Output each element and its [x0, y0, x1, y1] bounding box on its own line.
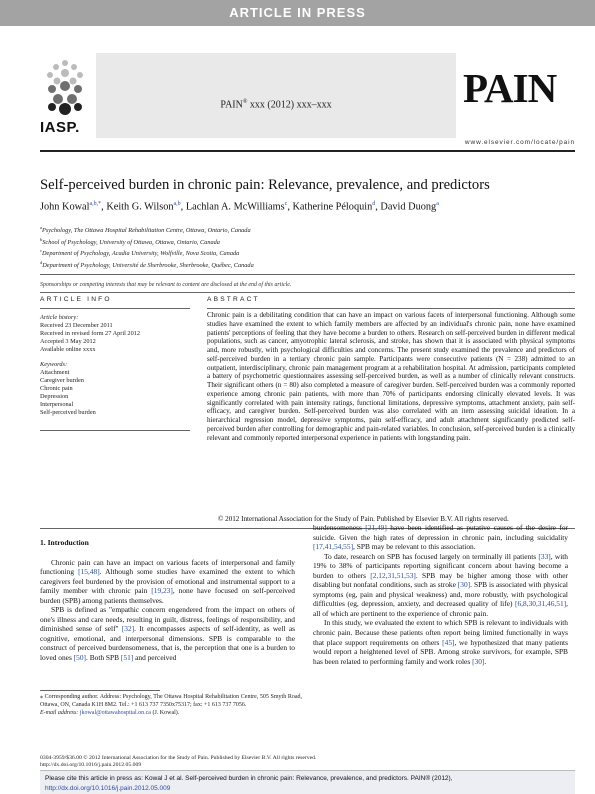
- citation-link[interactable]: [17,41,54,55]: [313, 542, 354, 552]
- abstract-text: Chronic pain is a debilitating condition that can have an impact on various facets of interpersonal functioning. Although some studies have examined the extent to which family members are affected by an individual's chronic pain, none have examined patients' perceptions of feeling that they have become a burden to others. Research on self-perceived burden in different medical populations, such as cancer, amyotrophic lateral sclerosis, and stroke, has shown that it is associated with physical symptoms and, more robustly, with psychological difficulties and concerns. The present study examined the prevalence and predictors of self-perceived burden in a tertiary chronic pain sample. Participants were consecutive patients (N = 238) admitted to an outpatient, interdisciplinary, chronic pain management program at a rehabilitation hospital. At admission, participants completed a battery of psychometric questionnaires assessing self-perceived burden, as well as a number of clinically relevant constructs. Their significant others (n = 80) also completed a measure of caregiver burden. Self-perceived burden was a commonly reported experience among chronic pain patients, with more than 70% of participants endorsing clinically elevated levels. It was significantly correlated with pain intensity ratings, functional limitations, depressive symptoms, attachment anxiety, pain self-efficacy, and caregiver burden. Self-perceived burden was also correlated with an item assessing suicidal ideation. In a hierarchical regression model, depressive symptoms, pain self-efficacy, and adult attachment significantly predicted self-perceived burden after controlling for demographic and pain-related variables. In conclusion, self-perceived burden is a clinically relevant and commonly reported interpersonal experience in patients with longstanding pain.: [207, 311, 575, 442]
- author-name: John Kowal: [40, 201, 90, 213]
- registered-mark: ®: [242, 99, 248, 105]
- citation-link[interactable]: [45]: [442, 637, 455, 647]
- affiliation-key: b: [40, 236, 43, 242]
- sponsor-divider: [40, 292, 575, 293]
- section-heading-introduction: 1. Introduction: [40, 538, 89, 547]
- journal-issue: xxx (2012) xxx–xxx: [249, 99, 332, 111]
- history-item: Accepted 3 May 2012: [40, 338, 96, 345]
- affiliations: [40, 224, 560, 271]
- author-affil-sup[interactable]: a: [436, 201, 439, 207]
- affiliation-text: School of Psychology, University of Ottawa, Ottawa, Ontario, Canada: [42, 238, 220, 246]
- iasp-logo: [40, 55, 90, 139]
- body-paragraph: SPB is defined as "empathic concern engendered from the impact on others of one's illness and care needs, resulting in guilt, distress, feelings of responsibility, and diminished sense of self" [32]. It encompasses aspects of self-identity, as well as cognitive, emotional, and interpersonal dimensions. SPB is comparable to the construct of perceived burdensomeness, that is, the perception that one is a burden to loved ones [50]. Both SPB [51] and perceived: [40, 605, 296, 663]
- author-list: John Kowal$^{a,b,*}$, Keith G. Wilson$^{a,b}$, Lachlan A. McWilliams$^c$, Katherine Péloquin$^d$, David Duong$^a$: [40, 201, 439, 213]
- author-name: David Duong: [380, 201, 437, 213]
- citation-link[interactable]: [30]: [457, 580, 471, 590]
- affiliation-key: c: [40, 248, 42, 254]
- keywords-label: Keywords:: [40, 361, 68, 368]
- author-affil-sup[interactable]: a,b,*: [89, 201, 102, 207]
- article-info-rule: [40, 308, 190, 309]
- keyword: Self-perceived burden: [40, 409, 96, 416]
- corresponding-author-footnote: [40, 694, 302, 717]
- author-name: Keith G. Wilson: [106, 201, 174, 213]
- corresponding-author-text: ⁎ Corresponding author. Address: Psychology, The Ottawa Hospital Rehabilitation Centre, 505 Smyth Road, Ottawa, ON, Canada K1H 8M2. Tel.: +1 613 737 7350x75317; fax: +1 613 737 7056.: [40, 694, 302, 708]
- citation-link[interactable]: [50]: [73, 653, 86, 663]
- pain-journal-logo: PAIN: [463, 65, 557, 111]
- citation-link[interactable]: [21,49]: [365, 523, 387, 532]
- email-line: [40, 710, 302, 718]
- author-name: Katherine Péloquin: [292, 201, 373, 213]
- history-label: Article history:: [40, 314, 79, 321]
- affiliation-item: [40, 259, 560, 271]
- footnote-rule: [40, 690, 160, 691]
- author-affil-sup[interactable]: d: [372, 201, 376, 207]
- email-suffix: (J. Kowal).: [150, 709, 180, 716]
- abstract-copyright: © 2012 International Association for the Study of Pain. Published by Elsevier B.V. All rights reserved.: [218, 515, 509, 523]
- keyword: Interpersonal: [40, 401, 74, 408]
- body-paragraph: In this study, we evaluated the extent to which SPB is relevant to individuals with chronic pain. Because these patients often report being limited functionally in ways that place support requirements on others [45], we hypothesized that many patients would report a heightened level of SPB. Among stroke survivors, for example, SPB has been related to performing family and work roles [30].: [313, 618, 568, 666]
- citation-link[interactable]: [30]: [472, 656, 485, 666]
- doi-block: [40, 755, 560, 769]
- citation-link[interactable]: [32]: [121, 624, 135, 634]
- affiliation-key: d: [40, 260, 43, 266]
- doi-link[interactable]: http://dx.doi.org/10.1016/j.pain.2012.05.009: [40, 762, 142, 769]
- author-name: Lachlan A. McWilliams: [185, 201, 285, 213]
- iasp-logo-text: IASP.: [40, 119, 80, 136]
- citation-link[interactable]: [51]: [120, 653, 134, 663]
- author-affil-sup[interactable]: a,b: [173, 201, 181, 207]
- abstract-header: ABSTRACT: [207, 296, 260, 303]
- body-paragraph: Chronic pain can have an impact on various facets of interpersonal and family functioning [15,48]. Although some studies have examined the extent to which caregivers feel burdened by the provision of emotional and instrumental support to a family member with chronic pain [19,23], none have focused on self-perceived burden (SPB) among patients themselves.: [40, 557, 295, 605]
- journal-url[interactable]: www.elsevier.com/locate/pain: [464, 139, 575, 146]
- issn-copyright-line: 0304-3959/$36.00 © 2012 International Association for the Study of Pain. Published by Elsevier B.V. All rights reserved.: [40, 755, 317, 761]
- affiliation-item: [40, 247, 560, 259]
- keyword: Chronic pain: [40, 385, 73, 392]
- history-item: Available online xxxx: [40, 346, 96, 353]
- history-item: Received in revised form 27 April 2012: [40, 330, 141, 337]
- sponsorship-note: Sponsorships or competing interests that may be relevant to content are disclosed at the end of this article.: [40, 282, 292, 288]
- body-left-column: [40, 532, 295, 663]
- journal-header-box: [96, 53, 456, 138]
- body-right-column: [313, 523, 568, 666]
- affiliation-text: Department of Psychology, Université de Sherbrooke, Sherbrooke, Québec, Canada: [42, 262, 254, 270]
- author-affil-sup[interactable]: c: [284, 201, 288, 207]
- affiliation-text: Psychology, The Ottawa Hospital Rehabilitation Centre, Ottawa, Ontario, Canada: [42, 227, 251, 235]
- history-item: Received 23 December 2011: [40, 322, 113, 329]
- keyword: Attachment: [40, 369, 70, 376]
- body-paragraph: burdensomeness [21,49] have been identified as putative causes of the desire for suicide. Given the high rates of depression in chronic pain, including suicidality [17,41,54,55], SPB may be relevant to this association.: [313, 523, 568, 552]
- article-info-panel: [40, 314, 180, 417]
- cite-this-article-box: [40, 770, 575, 794]
- iasp-emblem-icon: [40, 55, 90, 117]
- cite-text: Please cite this article in press as: Kowal J et al. Self-perceived burden in chronic pain: Relevance, prevalence, and predictors. PAIN® (2012),: [45, 775, 453, 782]
- journal-name: PAIN: [220, 99, 243, 111]
- keywords-end-rule: [40, 430, 190, 431]
- keyword: Caregiver burden: [40, 377, 84, 384]
- affiliation-text: Department of Psychology, Acadia University, Wolfville, Nova Scotia, Canada: [42, 250, 240, 258]
- citation-link[interactable]: [15,48]: [78, 567, 100, 577]
- citation-link[interactable]: [33]: [538, 551, 551, 561]
- article-title: Self-perceived burden in chronic pain: Relevance, prevalence, and predictors: [40, 177, 490, 193]
- journal-citation-line: [96, 99, 456, 110]
- body-paragraph: To date, research on SPB has focused largely on terminally ill patients [33], with 19% to 38% of participants reporting significant concern about having become a burden to others [2,12,31,51,53]. SPB may be higher among those with other disabling but nonfatal conditions, such as stroke [30]. SPB is associated with physical symptoms (eg, pain and physical weakness) and, more robustly, with psychological difficulties (eg, depression, anxiety, and decreased quality of life) [6,8,30,31,46,51], all of which are pertinent to the experience of chronic pain.: [313, 551, 568, 618]
- header-divider: [40, 150, 575, 152]
- email-label: E-mail address:: [40, 709, 80, 716]
- affiliation-key: a: [40, 225, 42, 230]
- abstract-rule: [207, 308, 575, 309]
- cite-doi-link[interactable]: http://dx.doi.org/10.1016/j.pain.2012.05.009: [45, 785, 171, 792]
- affiliation-item: [40, 224, 560, 236]
- keyword: Depression: [40, 393, 69, 400]
- affiliation-item: [40, 236, 560, 248]
- article-info-header: ARTICLE INFO: [40, 296, 112, 303]
- citation-link[interactable]: [19,23]: [151, 586, 173, 596]
- citation-link[interactable]: [6,8,30,31,46,51]: [515, 599, 567, 609]
- citation-link[interactable]: [2,12,31,51,53]: [370, 570, 416, 580]
- email-link[interactable]: jkowal@ottawahospital.on.ca: [79, 709, 151, 716]
- article-in-press-banner: ARTICLE IN PRESS: [0, 0, 595, 26]
- affil-divider: [40, 274, 575, 275]
